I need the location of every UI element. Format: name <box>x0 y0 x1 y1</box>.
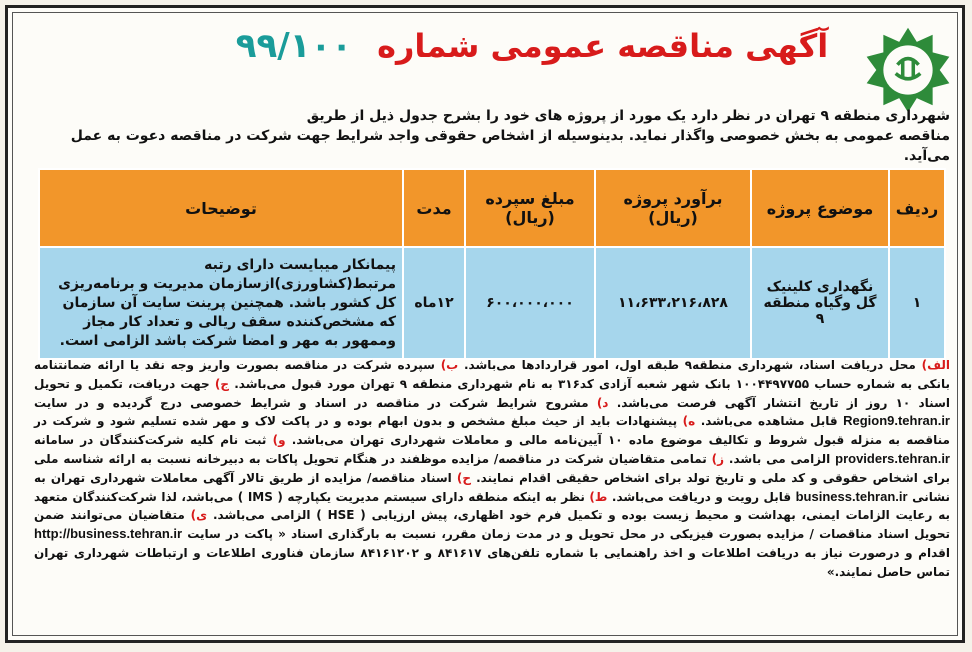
project-table <box>38 168 946 360</box>
note-jim-label: ج) <box>214 376 230 391</box>
cell-estimate: ۱۱،۶۳۳،۲۱۶،۸۲۸ <box>595 247 751 359</box>
note-alef: محل دریافت اسناد، شهرداری منطقه۹ طبقه اول، امور قراردادها می‌باشد. <box>463 358 916 372</box>
cell-duration: ۱۲ماه <box>403 247 465 359</box>
header-estimate: برآورد پروژه (ریال) <box>595 169 751 247</box>
note-ha-a: اسناد مناقصه/ مزایده از طریق تالار آگهی معاملات شهرداری تهران به نشانی <box>34 470 950 504</box>
title-text: آگهی مناقصه عمومی شماره <box>377 27 829 65</box>
note-ze-label: ز) <box>711 451 725 466</box>
cell-subject: نگهداری کلینیک گل وگیاه منطقه ۹ <box>751 247 889 359</box>
note-ze: تمامی متقاضیان شرکت در مناقصه/ مزایده موظفند در هنگام تحویل پاکات به دبیرخانه نسبت به ارائه شناسه ملی برای اشخاص حقوقی و کد ملی و تاریخ تولد برای اشخاص حقیقی اقدام نمایند. <box>34 451 950 485</box>
business-http-link[interactable]: http://business.tehran.ir <box>34 526 183 542</box>
note-vav-a: ثبت نام کلیه شرکت‌کنندگان در سامانه <box>34 433 267 448</box>
providers-site-link[interactable]: providers.tehran.ir <box>835 450 950 466</box>
note-he-label: ه) <box>682 414 696 429</box>
note-be: سپرده شرکت در مناقصه بصورت واریز وجه نقد یا ارائه ضمانتنامه بانکی به شماره حساب ۱۰۰۴۴۹۷۷۵۵ بانک شهر شعبه آزادی کد۳۱۶ به نام شهرداری منطقه ۹ تهران مورد قبول می‌باشد. <box>34 358 950 391</box>
tender-number: ۹۹/۱۰۰ <box>235 26 352 66</box>
header-subject: موضوع پروژه <box>751 169 889 247</box>
note-dal-a: مشروح شرایط شرکت در مناقصه در اسناد و شرایط خصوصی درج گردیده و در سایت <box>34 395 589 410</box>
note-ta-label: ط) <box>589 489 608 504</box>
intro-paragraph <box>30 106 950 166</box>
note-ha-b: قابل رویت و دریافت می‌باشد. <box>611 489 792 504</box>
note-jim: جهت دریافت، تکمیل و تحویل اسناد ۱۰ روز از تاریخ انتشار آگهی فرصت می‌باشد. <box>34 376 950 410</box>
note-ye-label: ی) <box>190 508 208 523</box>
header-deposit: مبلغ سپرده (ریال) <box>465 169 595 247</box>
cell-row-number: ۱ <box>889 247 945 359</box>
table-row <box>39 247 945 359</box>
intro-org: شهرداری منطقه ۹ تهران <box>775 108 950 124</box>
cell-deposit: ۶۰۰،۰۰۰،۰۰۰ <box>465 247 595 359</box>
ad-frame <box>5 5 965 643</box>
header-notes: توضیحات <box>39 169 403 247</box>
cell-notes: پیمانکار میبایست دارای رتبه مرتبط(کشاورزی)ازسازمان مدیریت و برنامه‌ریزی کل کشور باشد. همچنین پرینت سایت آن سازمان که مشخص‌کننده سقف ریالی و تعداد کار مجاز وممهور به مهر و امضا شرکت باشد الزامی است. <box>39 247 403 359</box>
ad-title <box>212 26 852 66</box>
note-he: پیشنهادات باید از حیث مبلغ مشخص و بدون ابهام بوده و در پاکت لاک و مهر شده تسلیم شود و شرکت در مناقصه به منزله قبول شروط و تکالیف موضوع ماده ۱۰ آیین‌نامه مالی و معاملات شهرداری تهران می‌باشد. <box>34 414 950 448</box>
note-ha-label: ح) <box>456 470 471 485</box>
conditions-text <box>34 356 950 582</box>
note-ye-a: متقاضیان می‌توانند ضمن تحویل اسناد مناقصات / مزایده بصورت فیزیکی در محل تحویل و در مدت زمان مقرر، نسبت به بارگذاری اسناد « پاکت در سایت <box>34 508 950 542</box>
note-ta: نظر به اینکه منطقه دارای سیستم مدیریت یکپارچه ( IMS ) می‌باشد، لذا شرکت‌کنندگان متعهد به رعایت الزامات ایمنی، بهداشت و محیط زیست بوده و تکمیل فرم خود اظهاری، پیش ارزیابی ( HSE ) الزامی می‌باشد. <box>34 489 951 523</box>
note-alef-label: الف) <box>921 358 950 372</box>
business-site-link[interactable]: business.tehran.ir <box>795 488 908 504</box>
note-dal-b: قابل مشاهده می‌باشد. <box>700 414 838 429</box>
note-dal-label: د) <box>596 395 609 410</box>
note-ye-b: اقدام و درصورت نیاز به دریافت اطلاعات و اخذ راهنمایی با شماره تلفن‌های ۸۴۱۶۱۷ و ۸۴۱۶۱۲۰۲ سازمان فناوری اطلاعات و ارتباطات شهرداری تهران تماس حاصل نمایند.» <box>34 545 950 579</box>
region9-site-link[interactable]: Region9.tehran.ir <box>843 413 950 429</box>
note-be-label: ب) <box>440 358 459 372</box>
intro-line1: در نظر دارد یک مورد از پروژه های خود را بشرح جدول ذیل از طریق <box>306 108 771 124</box>
note-vav-label: و) <box>272 433 286 448</box>
tehran-municipality-logo-icon <box>864 26 952 114</box>
intro-line2: مناقصه عمومی به بخش خصوصی واگذار نماید. بدینوسیله از اشخاص حقوقی واجد شرایط جهت شرکت در مناقصه دعوت به عمل می‌آید. <box>70 128 950 164</box>
header-duration: مدت <box>403 169 465 247</box>
header-row-number: ردیف <box>889 169 945 247</box>
table-header-row <box>39 169 945 247</box>
note-vav-b: الزامی می باشد. <box>728 451 831 466</box>
